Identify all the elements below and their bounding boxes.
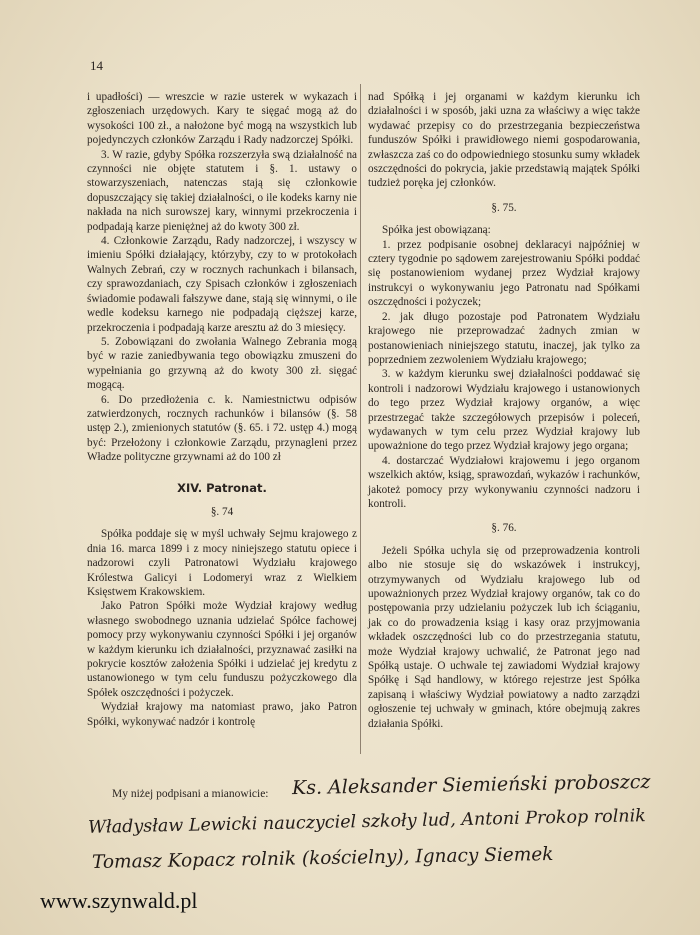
paragraph: 3. W razie, gdyby Spółka rozszerzyła swą działalność na czynności nie objęte statutem i §. 1. ustawy o stowarzyszeniach, natenczas stają się członkowie dopuszczający się takiej działalności, o ile kodeks karny nie nakłada na nich surowszej kary, winnymi przekroczenia i podpadają karze pieniężnej aż do kwoty 300 zł. (87, 148, 357, 233)
section-number: §. 74 (210, 505, 234, 518)
paragraph: Wydział krajowy ma natomiast prawo, jako Patron Spółki, wykonywać nadzór i kontrolę (87, 701, 357, 728)
paragraph: Jako Patron Spółki może Wydział krajowy według własnego swobodnego uznania udzielać Spółce fachowej pomocy przy wykonywaniu czynności Spółki i jej organów w każdym kierunku ich działalności, przyznawać zasiłki na pokrycie kosztów założenia Spółki i udzielać jej kredytu z ustanowionego w tym celu funduszu pożyczkowego dla Spółek oszczędności i pożyczek. (87, 600, 357, 699)
paragraph: 4. Członkowie Zarządu, Rady nadzorczej, i wszyscy w imieniu Spółki działający, którzyby, czy to w protokołach Walnych Zebrań, czy w rocznych rachunkach i bilansach, czy sprawozdaniach, czy Spisach członków i zgłoszeniach świadomie podawali fałszywe dane, stają się winnymi, o ile wedle kodeksu karnego nie podpadają cięższej karze, przekroczenia i podpadają karze aresztu aż do 3 miesięcy. (87, 235, 357, 334)
signature-label: My niżej podpisani a mianowicie: (112, 788, 269, 800)
list-item: 4. dostarczać Wydziałowi krajowemu i jego organom wszelkich aktów, ksiąg, sprawozdań, wykazów i rachunków, jakoteż pomocy przy wykonywaniu czynności nadzoru i kontroli. (368, 454, 640, 510)
paragraph: 6. Do przedłożenia c. k. Namiestnictwu odpisów zatwierdzonych, rocznych rachunków i bilansów (§. 58 ustęp 2.), zmienionych statutów (§. 65. i 72. ustęp 4.) mogą być: Przełożony i członkowie Zarządu, przynagleni przez Władze polityczne grzywnami aż do 100 zł (87, 393, 357, 464)
list-item: 2. jak długo pozostaje pod Patronatem Wydziału krajowego nie przeprowadzać żadnych zmian w postanowieniach niniejszego statutu, inaczej, jak tylko za poprzedniem zezwoleniem Wydziału krajowego; (368, 310, 640, 366)
paragraph: nad Spółką i jej organami w każdym kierunku ich działalności i w sposób, jaki uzna za właściwy a więc także wydawać przepisy co do przestrzegania bezpieczeństwa funduszów Spółki i prawidłowego niemi gospodarowania, zwłaszcza zaś co do odpowiedniego stosunku sumy wkładek oszczędności do pokrycia, jakie przedstawią majątek Spółki tudzież poręka jej członków. (368, 91, 640, 190)
paragraph: 5. Zobowiązani do zwołania Walnego Zebrania mogą być w razie zaniedbywania tego obowiązku zmuszeni do wypełniania go grzywną aż do kwoty 300 zł. sięgać mogącą. (87, 335, 357, 392)
section-number: §. 76. (491, 522, 517, 535)
section-title: XIV. Patronat. (177, 480, 267, 495)
watermark: www.szynwald.pl (40, 888, 198, 913)
paragraph: Jeżeli Spółka uchyla się od przeprowadzenia kontroli albo nie stosuje się do wskazówek i instrukcyj, otrzymywanych od Wydziału krajowego lub od upoważnionych przez Wydział krajowy organów, tak co do postępowania przy udzielaniu pożyczek lub ich ściąganiu, jak co do prowadzenia ksiąg i kasy oraz przyjmowania wkładek oszczędności lub co do przestrzegania statutu, może Wydział krajowy uchwalić, że Patronat jego nad Spółką ustaje. O uchwale tej zawiadomi Wydział krajowy Spółkę i Sąd handlowy, w którego rejestrze jest Spółka zapisaną i właściwy Wydział powiatowy a nadto zarządzi ogłoszenie tej uchwały w gminach, które obejmują zakres działania Spółki. (368, 544, 640, 730)
left-column (87, 90, 357, 729)
list-item: 1. przez podpisanie osobnej deklaracyi najpóźniej w cztery tygodnie po sądowem zarejestrowaniu Spółki poddać się postanowieniom wydanej przez Wydział krajowy instrukcyi o wykonywaniu jego Patronatu nad Spółkami oszczędności i pożyczek; (368, 238, 640, 309)
right-column (368, 90, 640, 731)
column-divider (360, 84, 361, 754)
section-number: §. 75. (491, 201, 517, 214)
paragraph: Spółka jest obowiązaną: (382, 224, 491, 237)
handwritten-signature: Władysław Lewicki nauczyciel szkoły lud, Antoni Prokop rolnik (87, 806, 647, 838)
paragraph: Spółka poddaje się w myśl uchwały Sejmu krajowego z dnia 16. marca 1899 i z mocy niniejszego statutu opiece i nadzorowi czyli Patronatowi Wydziału krajowego Królestwa Galicyi i Lodomeryi wraz z Wielkiem Księstwem Krakowskiem. (87, 528, 357, 598)
list-item: 3. w każdym kierunku swej działalności poddawać się kontroli i nadzorowi Wydziału krajowego i ustanowionych do tego przez Wydział krajowy organów, a więc przestrzegać także szczegółowych przepisów i poleceń, wydawanych w tym celu przez Wydział krajowy lub upoważnione do tego przez Wydział krajowy jego organa; (368, 368, 640, 453)
paragraph: i upadłości) — wreszcie w razie usterek w wykazach i zgłoszeniach urzędowych. Kary te sięgać mogą aż do wysokości 100 zł., a nałożone być mogą na wszystkich lub pojedynczych członków Zarządu i Rady nadzorczej Spółki. (87, 91, 357, 147)
handwritten-signature: Ks. Aleksander Siemieński proboszcz (291, 770, 651, 800)
handwritten-signature: Tomasz Kopacz rolnik (kościelny), Ignacy Siemek (91, 843, 554, 874)
page-number: 14 (90, 58, 103, 73)
